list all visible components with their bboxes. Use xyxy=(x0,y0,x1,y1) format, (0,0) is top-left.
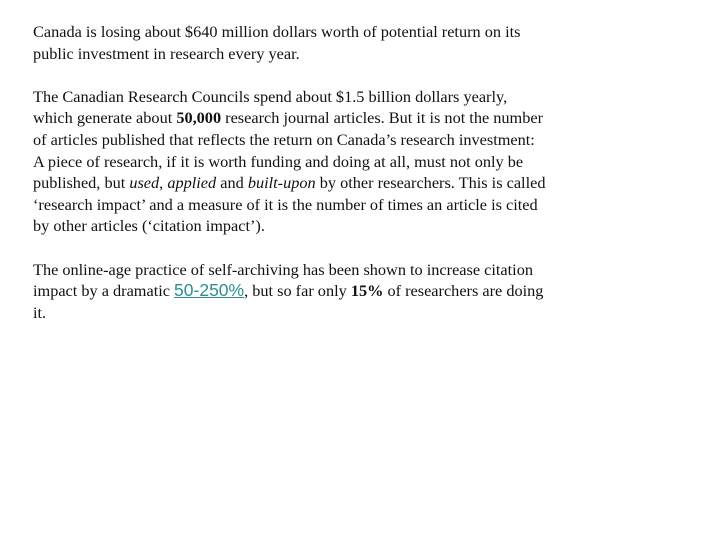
text-line xyxy=(33,172,613,194)
text-line: public investment in research every year. xyxy=(33,43,300,63)
text-line: ‘research impact’ and a measure of it is the number of times an article is cited xyxy=(33,194,538,214)
text-line: of articles published that reflects the return on Canada’s research investment: xyxy=(33,129,535,149)
text-line: Canada is losing about $640 million dollars worth of potential return on its xyxy=(33,22,521,41)
slide-body xyxy=(33,21,613,323)
emphasis-applied: applied xyxy=(167,173,217,193)
emphasis-built-upon: built-upon xyxy=(247,173,316,193)
text-line: by other articles (‘citation impact’). xyxy=(33,216,265,236)
text-line: A piece of research, if it is worth funding and doing at all, must not only be xyxy=(33,151,524,171)
text-fragment: , but so far only xyxy=(244,281,351,301)
text-line: it. xyxy=(33,302,47,322)
text-fragment: which generate about xyxy=(33,108,177,128)
paragraph-self-archiving xyxy=(33,259,613,324)
paragraph-losing-return xyxy=(33,21,613,64)
researcher-percentage: 15% xyxy=(350,281,384,301)
text-line: The Canadian Research Councils spend about $1.5 billion dollars yearly, xyxy=(33,86,508,106)
paragraph-spacer xyxy=(33,237,613,259)
text-fragment: , xyxy=(159,173,168,193)
text-fragment: impact by a dramatic xyxy=(33,281,175,301)
text-fragment: by other researchers. This is called xyxy=(315,173,546,193)
text-line: The online-age practice of self-archiving has been shown to increase citation xyxy=(33,259,533,279)
text-line xyxy=(33,107,613,129)
text-fragment: research journal articles. But it is not the number xyxy=(221,108,544,128)
text-fragment: and xyxy=(216,173,248,193)
text-fragment: of researchers are doing xyxy=(383,281,544,301)
article-count: 50,000 xyxy=(176,108,222,128)
citation-increase-link[interactable]: 50-250% xyxy=(174,280,245,301)
text-fragment: published, but xyxy=(33,173,130,193)
paragraph-spacer xyxy=(33,64,613,86)
text-line xyxy=(33,280,613,302)
paragraph-research-councils xyxy=(33,86,613,237)
emphasis-used: used xyxy=(129,173,160,193)
